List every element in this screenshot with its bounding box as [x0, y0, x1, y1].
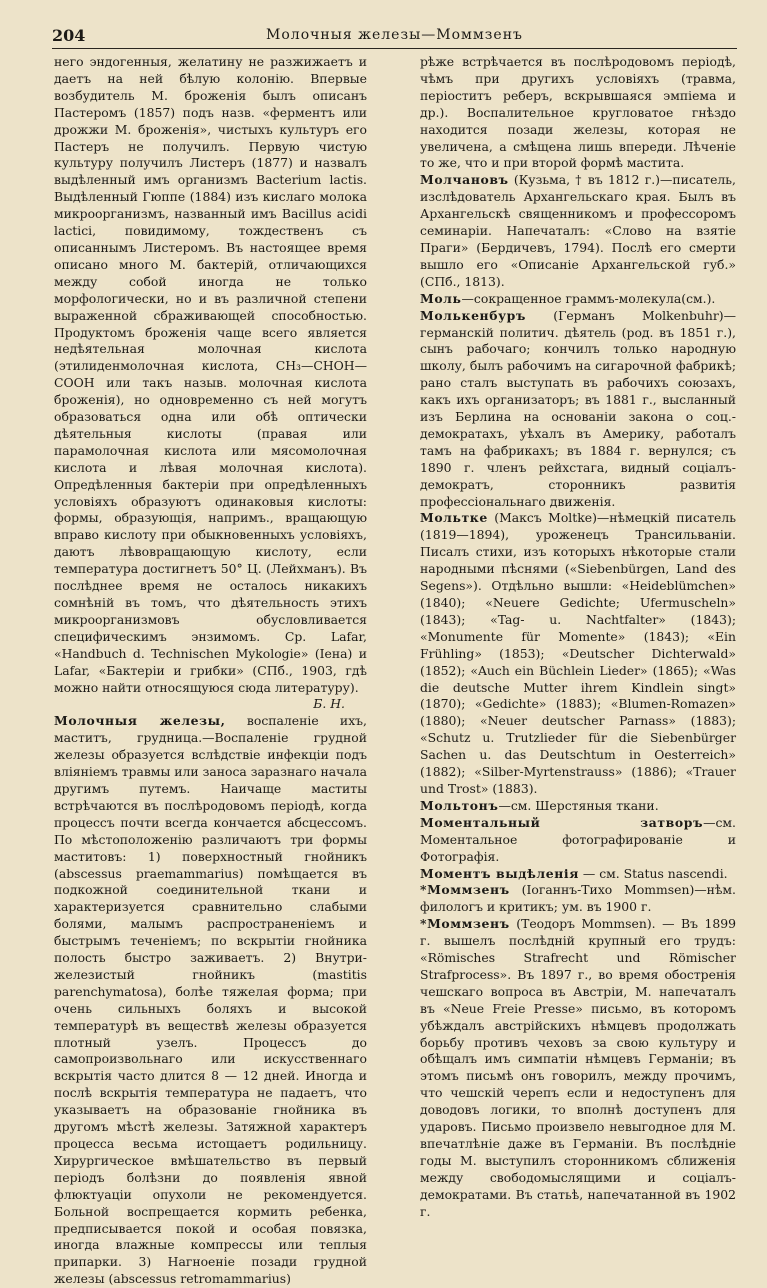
- entry-headword: Моментъ выдѣленія: [420, 865, 579, 881]
- dictionary-entry: [420, 916, 736, 1220]
- dictionary-entry: [420, 866, 736, 883]
- running-title: Молочныя железы—Моммзенъ: [266, 27, 523, 43]
- dictionary-entry: [420, 798, 736, 815]
- entry-text: воспаленіе ихъ, маститъ, грудница.—Воспаленіе грудной железы образуется вслѣдствіе инфекціи подъ вліяніемъ травмы или заноса заразнаго начала другимъ путемъ. Наичаще маститы встрѣчаются въ послѣродовомъ періодѣ, когда процессъ почти всегда кончается абсцессомъ. По мѣстоположенію различаютъ три формы маститовъ: 1) поверхностный гнойникъ (abscessus praemammarius) помѣщается въ подкожной соединительной ткани и характеризуется сравнительно слабыми болями, малымъ распространеніемъ и быстрымъ теченіемъ; по вскрытіи гнойника полость быстро заживаетъ. 2) Внутри-железистый гнойникъ (mastitis parenchymatosa), болѣе тяжелая форма; при очень сильныхъ боляхъ и высокой температурѣ въ веществѣ железы образуется плотный узелъ. Процессъ до самопроизвольнаго или искусственнаго вскрытія часто длится 8 — 12 дней. Иногда и послѣ вскрытія температура не падаетъ, что указываетъ на образованіе гнойника въ другомъ мѣстѣ железы. Затяжной характеръ процесса весьма истощаетъ родильницу. Хирургическое вмѣшательство въ первый періодъ болѣзни до появленія явной флюктуаціи опухоли не рекомендуется. Больной воспрещается кормить ребенка, предписывается покой и особая повязка, иногда влажные компрессы или теплыя припарки. 3) Нагноеніе позади грудной железы (abscessus retromammarius): [54, 713, 368, 1287]
- entry-text: (Іоганнъ-Тихо Mommsen)—нѣм. филологъ и критикъ; ум. въ 1900 г.: [420, 882, 736, 915]
- dictionary-entry: [420, 510, 736, 797]
- entry-text: (Максъ Moltke)—нѣмецкій писатель (1819—1894), уроженецъ Трансильваніи. Писалъ стихи, изъ которыхъ нѣкоторые стали народными пѣснями («Siebenbürgen, Land des Segens»). Отдѣльно вышли: «Heideblümchen» (1840); «Neuere Gedichte; Ufermuscheln» (1843); «Tag- u. Nachtfalter» (1843); «Monumente für Momente» (1843); «Ein Frühling» (1853); «Deutscher Dichterwald» (1852); «Auch ein Büchlein Lieder» (1865); «Was die deutsche Mutter ihrem Kindlein singt» (1870); «Gedichte» (1883); «Blumen-Romazen» (1880); «Neuer deutscher Parnass» (1883); «Schutz u. Trutzlieder für die Siebenbürger Sachen u. das Deutschtum in Oesterreich» (1882); «Silber-Myrtenstrauss» (1886); «Trauer und Trost» (1883).: [420, 510, 736, 796]
- dictionary-entry: [420, 882, 736, 916]
- entry-text: —сокращенное граммъ-молекула(см.).: [461, 290, 716, 306]
- page-header: [52, 26, 737, 49]
- entry-text: (Кузьма, † въ 1812 г.)—писатель, изслѣдователь Архангельскаго края. Былъ въ Архангельскѣ священникомъ и профессоромъ семинаріи. Напечаталъ: «Слово на взятіе Праги» (Бердичевъ, 1794). Послѣ его смерти вышло его «Описаніе Архангельской губ.» (СПб., 1813).: [420, 172, 736, 289]
- entry-text: (Германъ Molkenbuhr)—германскій политич. дѣятель (род. въ 1851 г.), сынъ рабочаго; кончилъ только народную школу, былъ рабочимъ на сигарочной фабрикѣ; рано сталъ выступать въ рабочихъ союзахъ, какъ ихъ организаторъ; въ 1881 г., высланный изъ Берлина на основаніи закона о соц.-демократахъ, уѣхалъ въ Америку, работалъ тамъ на фабрикахъ; въ 1884 г. вернулся; съ 1890 г. членъ рейхстага, видный соціалъ-демократъ, сторонникъ развитія профессіональнаго движенія.: [420, 307, 736, 509]
- dictionary-entry: [420, 815, 736, 866]
- entry-text: —см. Шерстяныя ткани.: [498, 797, 659, 813]
- dictionary-entry: [54, 713, 367, 1288]
- entry-text: —см. Моментальное фотографированіе и Фотографія.: [420, 814, 736, 864]
- entry-headword: Молочныя железы,: [54, 713, 226, 729]
- dictionary-entry: [420, 291, 736, 308]
- entry-headword: Моль: [420, 290, 462, 306]
- page-number: 204: [52, 26, 86, 45]
- entry-headword: Молькенбуръ: [420, 307, 526, 323]
- continued-paragraph: него эндогенныя, желатину не разжижаетъ и даетъ на ней бѣлую колонію. Впервые возбудитель М. броженія былъ описанъ Пастеромъ (1857) подъ назв. «ферментъ или дрожжи М. броженія», чистыхъ культуръ его Пастеръ не получилъ. Первую чистую культуру получилъ Листеръ (1877) и назвалъ выдѣленный имъ организмъ Bacterium lactis. Выдѣленный Гюппе (1884) изъ кислаго молока микроорганизмъ, названный имъ Bacillus acidi lactici, повидимому, тождественъ съ описаннымъ Листеромъ. Въ настоящее время описано много М. бактерій, отличающихся между собой иногда не только морфологически, но и въ различной степени выраженной сбраживающей способностью. Продуктомъ броженія чаще всего является недѣятельная молочная кислота (этилиденмолочная кислота, CH₃—CHOH—COOH или такъ назыв. молочная кислота броженія), но одновременно съ ней могутъ образоваться одна или обѣ оптически дѣятельныя кислоты (правая или парамолочная кислота или мясомолочная кислота и лѣвая молочная кислота). Опредѣленныя бактеріи при опредѣленныхъ условіяхъ образуютъ одинаковыя кислоты: формы, образующія, напримъ., вращающую вправо кислоту при обыкновенныхъ условіяхъ, даютъ лѣвовращающую кислоту, если температура достигнетъ 50° Ц. (Лейхманъ). Въ послѣднее время не осталось никакихъ сомнѣній въ томъ, что дѣятельность этихъ микроорганизмовъ обусловливается специфическимъ энзимомъ. Ср. Lafar, «Handbuch d. Technischen Mykologie» (Іена) и Lafar, «Бактеріи и грибки» (СПб., 1903, гдѣ можно найти относящуюся сюда литературу).: [54, 54, 367, 695]
- entry-headword: Мольтонъ: [420, 797, 499, 813]
- entry-headword: *Моммзенъ: [420, 882, 510, 898]
- dictionary-entry: [420, 172, 736, 290]
- left-column: [54, 54, 368, 1287]
- entry-headword: Моментальный затворъ: [420, 814, 704, 830]
- right-column: [420, 54, 736, 1219]
- entry-headword: Мольтке: [420, 510, 488, 526]
- entry-headword: *Моммзенъ: [420, 916, 510, 932]
- entry-text: (Теодоръ Mommsen). — Въ 1899 г. вышелъ послѣдній крупный его трудъ: «Römisches Strafrecht und Römischer Strafprocess». Въ 1897 г., во время обостренія чешскаго вопроса въ Австріи, М. напечаталъ въ «Neue Freie Presse» письмо, въ которомъ убѣждалъ австрійскихъ нѣмцевъ продолжать борьбу противъ чеховъ за свою культуру и обѣщалъ имъ симпатіи нѣмцевъ Германіи; въ этомъ письмѣ онъ говорилъ, между прочимъ, что чешскій черепъ если и недоступенъ для доводовъ логики, то вполнѣ доступенъ для ударовъ. Письмо произвело невыгодное для М. впечатлѣніе даже въ Германіи. Въ послѣдніе годы М. выступилъ сторонникомъ сближенія между свободомыслящими и соціалъ-демократами. Въ статьѣ, напечатанной въ 1902 г.: [420, 916, 736, 1219]
- entry-text: — см. Status nascendi.: [578, 865, 728, 881]
- dictionary-entry: [420, 308, 736, 511]
- author-signature: Б. Н.: [313, 696, 345, 712]
- entry-headword: Молчановъ: [420, 172, 509, 188]
- continued-paragraph: рѣже встрѣчается въ послѣродовомъ періодѣ, чѣмъ при другихъ условіяхъ (травма, періоститъ реберъ, вскрывшаяся эмпіема и др.). Воспалительное кругловатое гнѣздо находится позади железы, которая не увеличена, а смѣщена лишь впереди. Лѣченіе то же, что и при второй формѣ мастита.: [420, 54, 736, 171]
